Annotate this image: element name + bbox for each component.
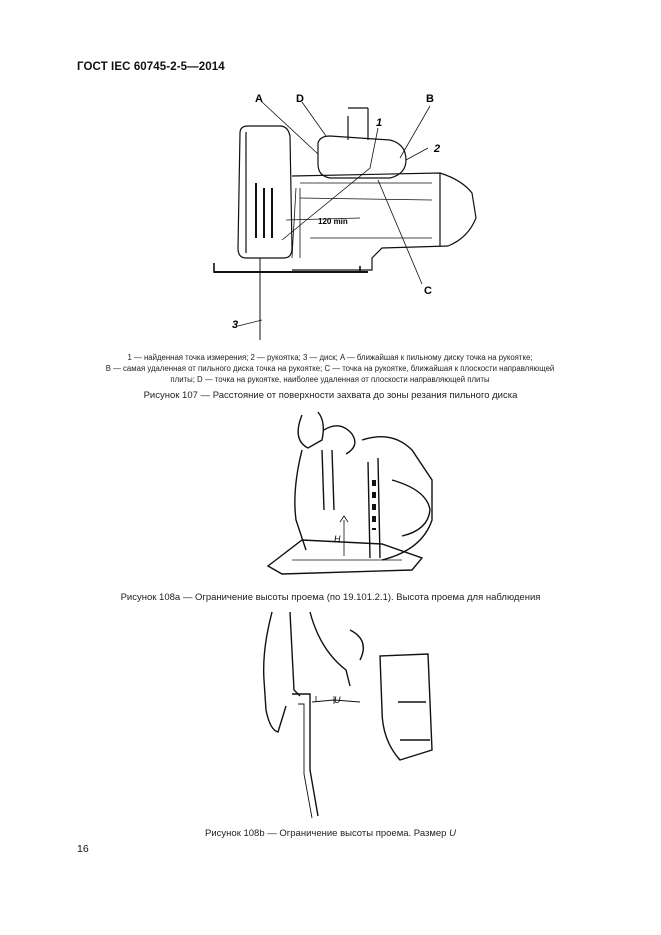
figure-107-caption: Рисунок 107 — Расстояние от поверхности захвата до зоны резания пильного диска xyxy=(143,390,518,401)
label-1: 1 xyxy=(376,117,383,129)
label-H: H xyxy=(334,534,341,544)
caption-text: Рисунок 108b — Ограничение высоты проема. Размер xyxy=(205,828,450,839)
legend-line: плиты; D — точка на рукоятке, наиболее удаленная от плоскости направляющей плиты xyxy=(170,375,490,384)
label-U: U xyxy=(334,695,341,705)
document-header: ГОСТ IEC 60745-2-5—2014 xyxy=(77,61,225,73)
legend-line: B — самая удаленная от пильного диска точка на рукоятке; C — точка на рукоятке, ближайшая к плоскости направляющей xyxy=(105,364,555,373)
label-D: D xyxy=(296,93,304,105)
figure-107-legend xyxy=(60,352,600,385)
figure-108a-drawing xyxy=(262,410,442,582)
label-C: C xyxy=(424,285,432,297)
figure-108b-caption xyxy=(0,828,661,839)
figure-107-drawing xyxy=(200,88,500,348)
page-number: 16 xyxy=(77,843,89,855)
figure-108b-drawing xyxy=(250,610,450,825)
legend-line: 1 — найденная точка измерения; 2 — рукоятка; 3 — диск; A — ближайшая к пильному диску точка на рукоятке; xyxy=(127,353,533,362)
label-3: 3 xyxy=(232,319,239,331)
label-A: A xyxy=(255,93,263,105)
figure-108a-caption: Рисунок 108а — Ограничение высоты проема (по 19.101.2.1). Высота проема для наблюдения xyxy=(120,592,541,603)
label-2: 2 xyxy=(434,143,441,155)
caption-variable-U: U xyxy=(449,828,456,839)
label-B: B xyxy=(426,93,434,105)
dimension-120-min: 120 min xyxy=(318,217,348,226)
